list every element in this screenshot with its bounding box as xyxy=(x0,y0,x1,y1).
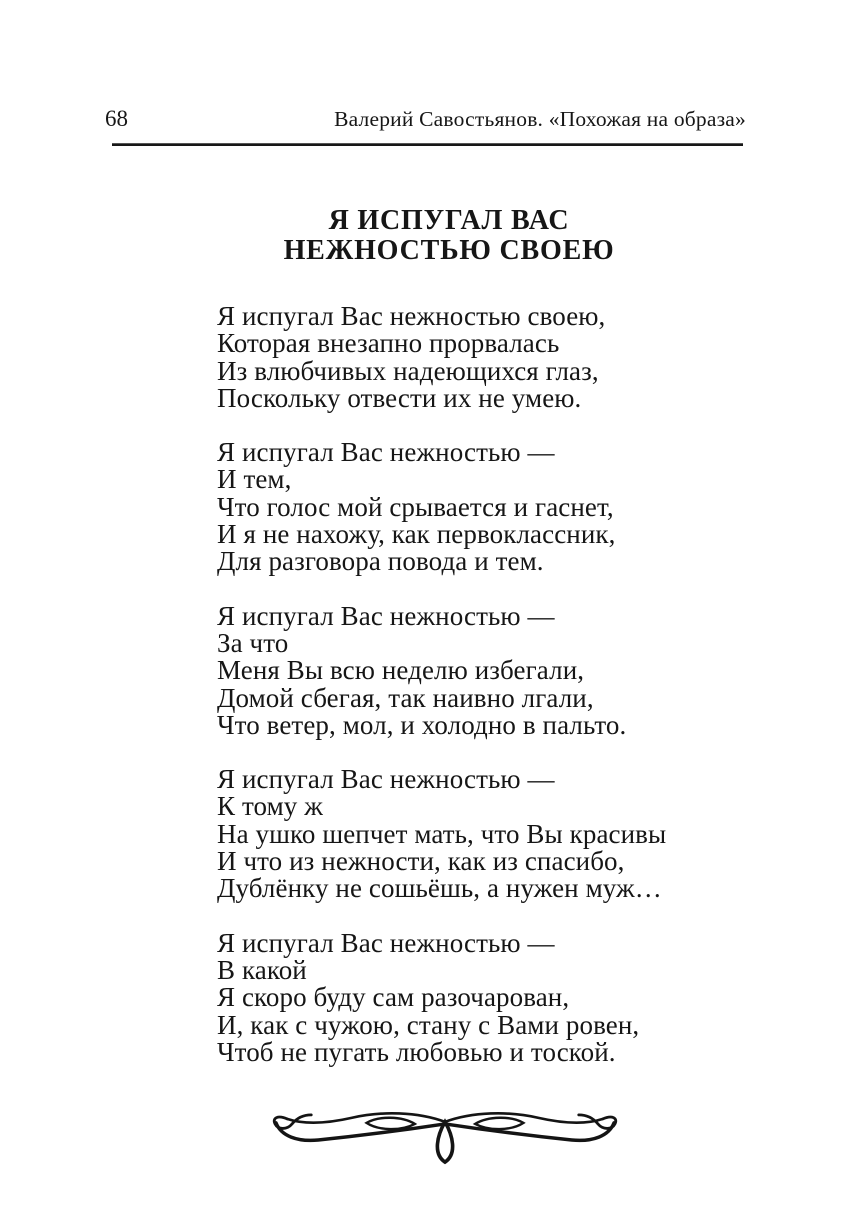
poem-line: Я скоро буду сам разочарован, xyxy=(217,982,570,1013)
flourish-left-half xyxy=(274,1113,445,1140)
poem-line: В какой xyxy=(217,954,307,985)
poem-line: Из влюбчивых надеющихся глаз, xyxy=(217,355,599,386)
poem-line: Которая внезапно прорвалась xyxy=(217,328,560,359)
poem-line: Меня Вы всю неделю избегали, xyxy=(217,655,585,686)
stanza-4 xyxy=(217,766,666,902)
poem-line: На ушко шепчет мать, что Вы красивы xyxy=(217,818,667,849)
poem-line: К тому ж xyxy=(217,791,323,822)
poem-title xyxy=(217,206,681,266)
stanza-1 xyxy=(217,303,666,412)
poem-line: Чтоб не пугать любовью и тоской. xyxy=(217,1036,616,1067)
poem-line: Я испугал Вас нежностью своею, xyxy=(217,301,606,331)
stanza-3 xyxy=(217,600,666,740)
flourish-right-half xyxy=(445,1113,616,1140)
stanza-2 xyxy=(217,439,666,575)
poem-line: Я испугал Вас нежностью — xyxy=(217,927,555,958)
flourish-ornament-icon xyxy=(271,1108,619,1172)
poem-line: За что xyxy=(217,627,289,658)
poem-line: Для разговора повода и тем. xyxy=(217,546,544,577)
poem-line: И тем, xyxy=(217,464,292,495)
poem-line: Я испугал Вас нежностью — xyxy=(217,600,555,631)
poem-line: И, как с чужою, стану с Вами ровен, xyxy=(217,1009,640,1040)
poem-line: И я не нахожу, как первоклассник, xyxy=(217,519,616,550)
page-number: 68 xyxy=(105,106,128,131)
poem-line: И что из нежности, как из спасибо, xyxy=(217,846,625,877)
stanza-5 xyxy=(217,927,666,1067)
poem-line: Домой сбегая, так наивно лгали, xyxy=(217,682,594,713)
poem-title-line-2: НЕЖНОСТЬЮ СВОЕЮ xyxy=(283,235,615,266)
poem-line: Я испугал Вас нежностью — xyxy=(217,437,555,468)
poem-line: Что ветер, мол, и холодно в пальто. xyxy=(217,709,627,740)
poem-title-line-1: Я ИСПУГАЛ ВАС xyxy=(328,205,570,236)
header-rule xyxy=(112,143,743,146)
poem-line: Поскольку отвести их не умею. xyxy=(217,382,582,413)
poem-line: Я испугал Вас нежностью — xyxy=(217,764,555,795)
poem-line: Что голос мой срывается и гаснет, xyxy=(217,491,614,522)
poem-body xyxy=(217,303,666,1066)
running-title: Валерий Савостьянов. «Похожая на образа» xyxy=(334,107,746,131)
poem-line: Дублёнку не сошьёшь, а нужен муж… xyxy=(217,873,662,904)
running-head xyxy=(105,106,746,132)
